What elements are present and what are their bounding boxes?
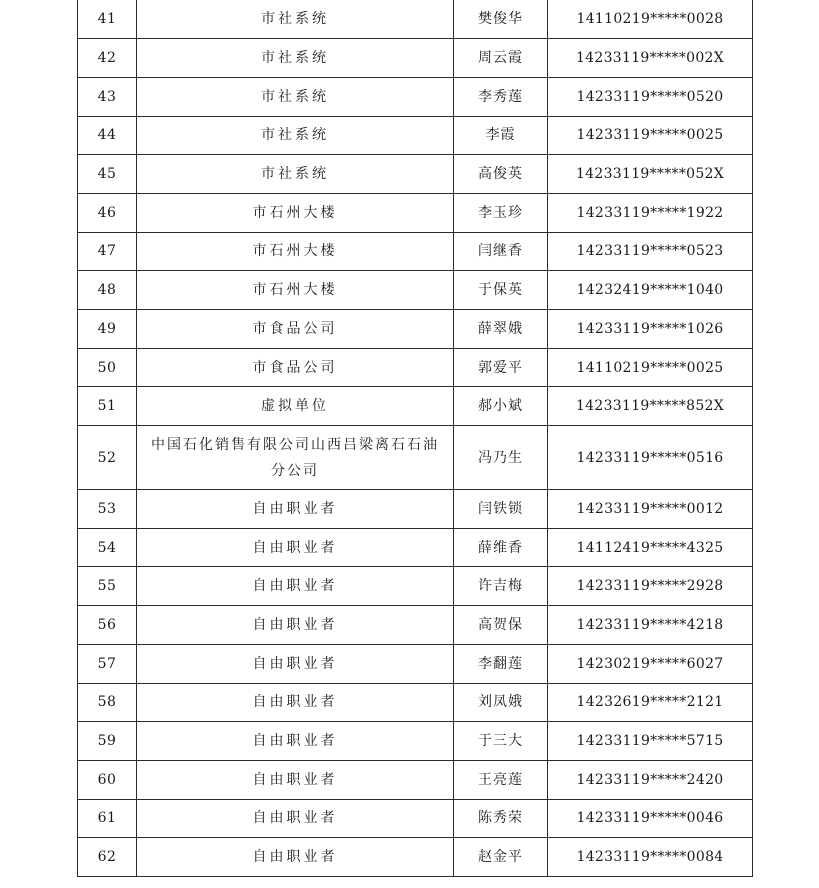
table-row <box>78 77 753 116</box>
row-number: 57 <box>78 644 137 683</box>
id-number: 14112419*****4325 <box>548 528 753 567</box>
work-unit: 市食品公司 <box>137 348 454 387</box>
id-number: 14233119*****2420 <box>548 760 753 799</box>
row-number: 45 <box>78 155 137 194</box>
id-number: 14232619*****2121 <box>548 683 753 722</box>
work-unit: 自由职业者 <box>137 799 454 838</box>
person-name: 刘凤娥 <box>454 683 548 722</box>
work-unit: 市社系统 <box>137 116 454 155</box>
work-unit: 市社系统 <box>137 39 454 78</box>
table-row <box>78 0 753 39</box>
row-number: 59 <box>78 722 137 761</box>
id-number: 14233119*****1922 <box>548 193 753 232</box>
work-unit: 自由职业者 <box>137 644 454 683</box>
row-number: 41 <box>78 0 137 39</box>
id-number: 14233119*****852X <box>548 387 753 426</box>
person-name: 闫继香 <box>454 232 548 271</box>
work-unit: 自由职业者 <box>137 760 454 799</box>
person-name: 高贺保 <box>454 606 548 645</box>
table-row <box>78 528 753 567</box>
id-number: 14233119*****0523 <box>548 232 753 271</box>
id-number: 14233119*****0012 <box>548 490 753 529</box>
row-number: 46 <box>78 193 137 232</box>
work-unit: 市石州大楼 <box>137 232 454 271</box>
person-name: 李玉珍 <box>454 193 548 232</box>
person-name: 冯乃生 <box>454 426 548 490</box>
table-row <box>78 116 753 155</box>
roster-table-body <box>78 0 753 876</box>
id-number: 14233119*****5715 <box>548 722 753 761</box>
work-unit: 自由职业者 <box>137 567 454 606</box>
table-row <box>78 387 753 426</box>
table-row <box>78 271 753 310</box>
work-unit: 市食品公司 <box>137 310 454 349</box>
id-number: 14233119*****1026 <box>548 310 753 349</box>
table-row <box>78 155 753 194</box>
work-unit: 市社系统 <box>137 77 454 116</box>
work-unit: 虚拟单位 <box>137 387 454 426</box>
table-row <box>78 799 753 838</box>
table-row <box>78 193 753 232</box>
row-number: 42 <box>78 39 137 78</box>
id-number: 14110219*****0025 <box>548 348 753 387</box>
id-number: 14232419*****1040 <box>548 271 753 310</box>
work-unit: 市社系统 <box>137 155 454 194</box>
table-row <box>78 838 753 877</box>
table-row <box>78 567 753 606</box>
person-name: 李霞 <box>454 116 548 155</box>
person-name: 郝小斌 <box>454 387 548 426</box>
row-number: 51 <box>78 387 137 426</box>
row-number: 43 <box>78 77 137 116</box>
person-name: 闫铁锁 <box>454 490 548 529</box>
table-row <box>78 348 753 387</box>
roster-table <box>77 0 753 877</box>
person-name: 陈秀荣 <box>454 799 548 838</box>
work-unit: 市石州大楼 <box>137 271 454 310</box>
row-number: 58 <box>78 683 137 722</box>
id-number: 14110219*****0028 <box>548 0 753 39</box>
row-number: 60 <box>78 760 137 799</box>
id-number: 14233119*****0520 <box>548 77 753 116</box>
work-unit: 自由职业者 <box>137 838 454 877</box>
table-row <box>78 232 753 271</box>
person-name: 樊俊华 <box>454 0 548 39</box>
id-number: 14233119*****052X <box>548 155 753 194</box>
id-number: 14233119*****4218 <box>548 606 753 645</box>
id-number: 14233119*****2928 <box>548 567 753 606</box>
id-number: 14233119*****0084 <box>548 838 753 877</box>
row-number: 61 <box>78 799 137 838</box>
table-row <box>78 39 753 78</box>
row-number: 52 <box>78 426 137 490</box>
person-name: 赵金平 <box>454 838 548 877</box>
work-unit: 自由职业者 <box>137 528 454 567</box>
work-unit: 中国石化销售有限公司山西吕梁离石石油分公司 <box>137 426 454 490</box>
row-number: 44 <box>78 116 137 155</box>
work-unit: 自由职业者 <box>137 683 454 722</box>
row-number: 56 <box>78 606 137 645</box>
table-row <box>78 490 753 529</box>
person-name: 周云霞 <box>454 39 548 78</box>
table-row <box>78 426 753 490</box>
id-number: 14230219*****6027 <box>548 644 753 683</box>
table-row <box>78 606 753 645</box>
table-row <box>78 310 753 349</box>
person-name: 王亮莲 <box>454 760 548 799</box>
id-number: 14233119*****0025 <box>548 116 753 155</box>
person-name: 李秀莲 <box>454 77 548 116</box>
work-unit: 自由职业者 <box>137 722 454 761</box>
row-number: 53 <box>78 490 137 529</box>
table-row <box>78 683 753 722</box>
person-name: 于保英 <box>454 271 548 310</box>
table-row <box>78 760 753 799</box>
person-name: 高俊英 <box>454 155 548 194</box>
table-row <box>78 722 753 761</box>
person-name: 薛维香 <box>454 528 548 567</box>
work-unit: 市石州大楼 <box>137 193 454 232</box>
work-unit: 市社系统 <box>137 0 454 39</box>
row-number: 50 <box>78 348 137 387</box>
work-unit: 自由职业者 <box>137 490 454 529</box>
person-name: 于三大 <box>454 722 548 761</box>
id-number: 14233119*****0046 <box>548 799 753 838</box>
id-number: 14233119*****0516 <box>548 426 753 490</box>
row-number: 62 <box>78 838 137 877</box>
table-row <box>78 644 753 683</box>
row-number: 55 <box>78 567 137 606</box>
row-number: 48 <box>78 271 137 310</box>
person-name: 郭爱平 <box>454 348 548 387</box>
work-unit: 自由职业者 <box>137 606 454 645</box>
row-number: 47 <box>78 232 137 271</box>
person-name: 薛翠娥 <box>454 310 548 349</box>
roster-sheet <box>77 0 752 877</box>
id-number: 14233119*****002X <box>548 39 753 78</box>
row-number: 54 <box>78 528 137 567</box>
row-number: 49 <box>78 310 137 349</box>
person-name: 李翻莲 <box>454 644 548 683</box>
person-name: 许吉梅 <box>454 567 548 606</box>
